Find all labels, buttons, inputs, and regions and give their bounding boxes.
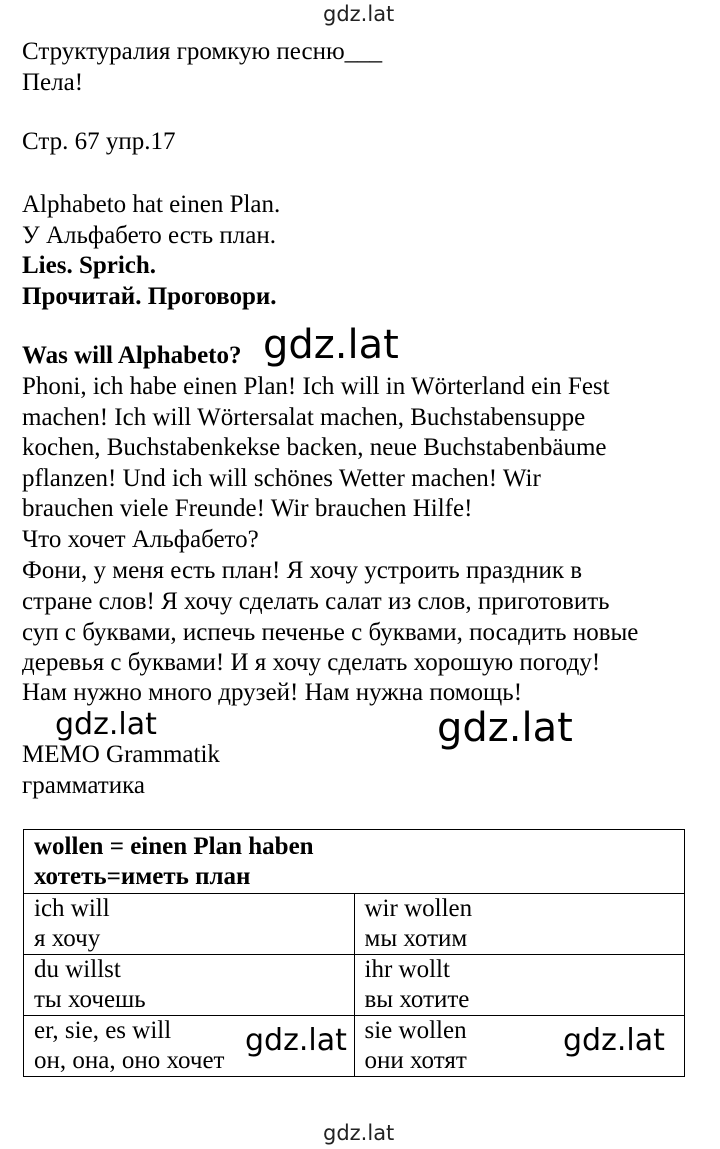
cell-de: ich will <box>34 895 110 922</box>
table-cell <box>24 894 355 955</box>
table-header-cell <box>24 830 685 894</box>
watermark-bottom: gdz.lat <box>323 1121 395 1145</box>
text-line-10: machen! Ich will Wörtersalat machen, Buchstabensuppe <box>22 404 586 431</box>
cell-ru: мы хотим <box>364 925 468 952</box>
text-line-17: суп с буквами, испечь печенье с буквами, посадить новые <box>22 619 639 646</box>
cell-ru: вы хотите <box>364 986 470 1013</box>
text-line-2: Пела! <box>22 69 84 96</box>
memo-subtitle: грамматика <box>22 772 145 799</box>
text-line-5: У Альфабето есть план. <box>22 222 276 249</box>
cell-de: er, sie, es will <box>34 1017 172 1044</box>
table-header-de: wollen = einen Plan haben <box>34 833 314 860</box>
cell-ru: ты хочешь <box>34 986 146 1013</box>
table-header-row <box>24 830 685 894</box>
watermark-heading: gdz.lat <box>263 322 399 368</box>
text-line-11: kochen, Buchstabenkekse backen, neue Buchstabenbäume <box>22 434 607 461</box>
cell-de: du willst <box>34 956 121 983</box>
grammar-table <box>23 829 685 1077</box>
text-line-15: Фони, у меня есть план! Я хочу устроить праздник в <box>22 557 583 584</box>
watermark-table-middle: gdz.lat <box>245 1023 347 1058</box>
cell-ru: они хотят <box>364 1047 467 1074</box>
watermark-table-right: gdz.lat <box>563 1023 665 1058</box>
cell-ru: я хочу <box>34 925 101 952</box>
text-line-14: Что хочет Альфабето? <box>22 526 259 553</box>
watermark-left: gdz.lat <box>55 707 157 742</box>
watermark-right: gdz.lat <box>437 705 573 751</box>
cell-de: sie wollen <box>364 1017 467 1044</box>
memo-title: MEMO Grammatik <box>22 741 220 768</box>
table-cell <box>24 1016 355 1077</box>
table-row <box>24 1016 685 1077</box>
cell-de: wir wollen <box>364 895 473 922</box>
text-line-1: Структуралия громкую песню___ <box>22 38 383 65</box>
text-line-13: brauchen viele Freunde! Wir brauchen Hilfe! <box>22 495 473 522</box>
text-line-4: Alphabeto hat einen Plan. <box>22 191 281 218</box>
instruction-ru: Прочитай. Проговори. <box>22 283 277 310</box>
exercise-reference: Стр. 67 упр.17 <box>22 128 176 155</box>
cell-de: ihr wollt <box>364 956 450 983</box>
table-cell <box>24 955 355 1016</box>
text-line-18: деревья с буквами! И я хочу сделать хорошую погоду! <box>22 649 601 676</box>
text-line-19: Нам нужно много друзей! Нам нужна помощь! <box>22 679 523 706</box>
text-line-9: Phoni, ich habe einen Plan! Ich will in Wörterland ein Fest <box>22 373 610 400</box>
table-cell <box>354 1016 685 1077</box>
section-heading: Was will Alphabeto? <box>22 342 242 369</box>
table-cell <box>354 955 685 1016</box>
text-line-16: стране слов! Я хочу сделать салат из слов, приготовить <box>22 588 610 615</box>
instruction-de: Lies. Sprich. <box>22 252 157 279</box>
table-row <box>24 955 685 1016</box>
table-header-ru: хотеть=иметь план <box>34 863 251 890</box>
table-row <box>24 894 685 955</box>
table-cell <box>354 894 685 955</box>
cell-ru: он, она, оно хочет <box>34 1047 225 1074</box>
text-line-12: pflanzen! Und ich will schönes Wetter machen! Wir <box>22 465 541 492</box>
watermark-top: gdz.lat <box>323 2 395 26</box>
